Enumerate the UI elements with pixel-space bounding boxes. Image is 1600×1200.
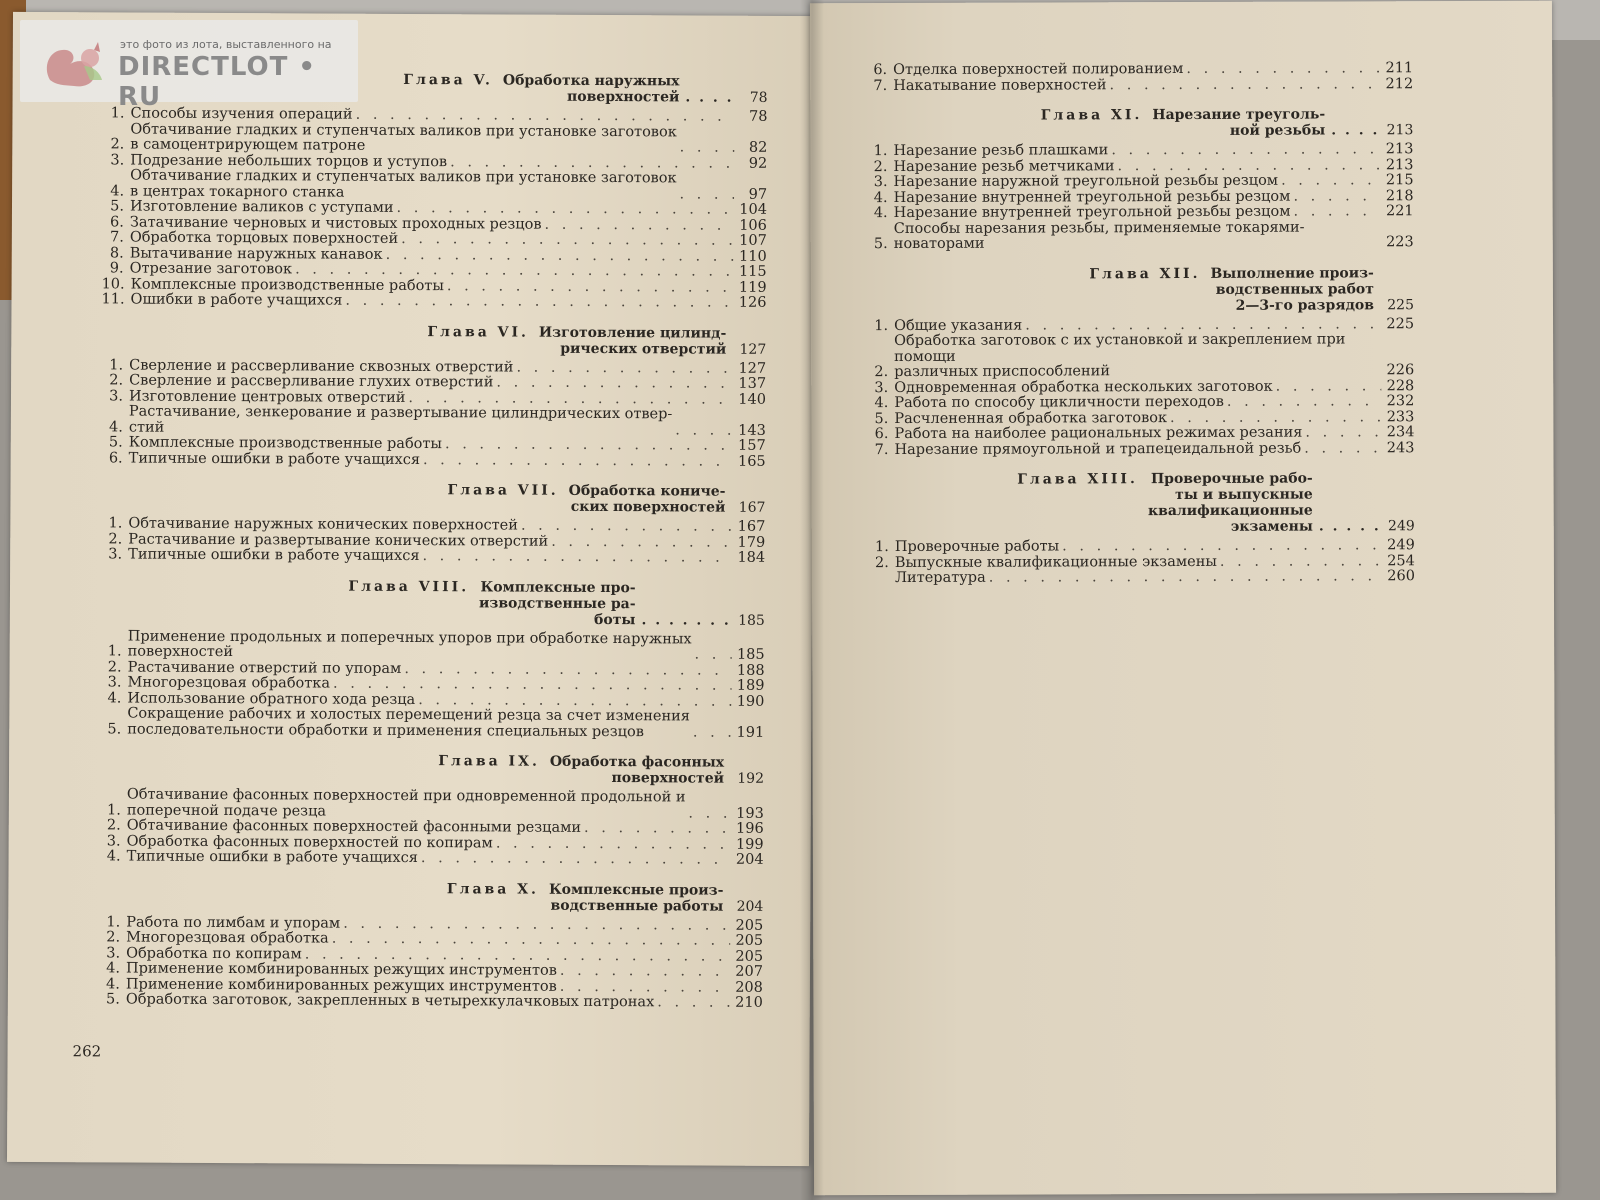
toc-entry-title: Нарезание наружной треугольной резьбы резцом xyxy=(893,172,1279,191)
watermark xyxy=(20,20,358,112)
toc-entry-title: Использование обратного хода резца xyxy=(127,690,416,708)
toc-entry xyxy=(100,547,765,566)
toc-entry-page: 233 xyxy=(1386,408,1415,425)
toc-leader-dots xyxy=(688,806,730,822)
toc-leader-dots xyxy=(386,247,734,264)
toc-leader-dots xyxy=(1111,142,1380,158)
toc-entry-page: 223 xyxy=(1386,234,1414,251)
toc-entry-number: 4. xyxy=(106,975,120,992)
toc-entry-page: 260 xyxy=(1387,568,1415,585)
toc-entry-title: Подрезание небольших торцов и уступов xyxy=(130,152,448,170)
toc-entry-page: 208 xyxy=(735,979,763,996)
chapter-leader-dots: . . . . xyxy=(1331,122,1380,139)
toc-entry-page: 115 xyxy=(738,263,767,280)
toc-entry-number: 2. xyxy=(873,158,888,175)
toc-entry-title: Отрезание заготовок xyxy=(129,260,293,278)
chapter-label: Глава VI. xyxy=(427,323,529,341)
toc-entry-number: 9. xyxy=(109,260,124,277)
toc-entry-title: Растачивание и развертывание конических отверстий xyxy=(128,531,549,550)
chapter-heading xyxy=(101,322,766,357)
toc-entry-page: 225 xyxy=(1386,315,1415,332)
chapter-label: Глава XI. xyxy=(1040,107,1143,124)
chapter-heading xyxy=(865,106,1413,140)
chapter-label: Глава XII. xyxy=(1089,265,1201,282)
toc-entry-page: 218 xyxy=(1385,187,1414,204)
toc-entry-number: 8. xyxy=(109,244,124,261)
toc-entry-number: 1. xyxy=(109,356,124,373)
right-toc xyxy=(865,61,1415,586)
chapter-leader-dots: . . . . . . . xyxy=(641,611,731,629)
toc-entry-page: 204 xyxy=(735,851,764,868)
toc-entry xyxy=(102,122,767,156)
toc-entry-page: 213 xyxy=(1385,156,1414,173)
toc-entry xyxy=(865,77,1413,94)
chapter-heading xyxy=(98,879,763,914)
toc-entry-page: 228 xyxy=(1386,377,1415,394)
toc-entry-title: Обтачивание гладких и ступенчатых валиков при установке заготовок в центрах токарного станка xyxy=(130,167,677,201)
toc-entry-page: 78 xyxy=(748,108,768,125)
toc-entry-title: Способы нарезания резьбы, применяемые токарями-новаторами xyxy=(893,219,1305,253)
toc-entry-page: 210 xyxy=(735,994,763,1011)
toc-entry-number: 2. xyxy=(110,136,125,153)
chapter-title: Комплексные произ- водственные работы xyxy=(548,881,724,915)
chapter-label: Глава VIII. xyxy=(348,578,470,595)
toc-leader-dots xyxy=(1170,410,1381,426)
toc-entry-page: 143 xyxy=(738,422,766,439)
toc-entry-number: 1. xyxy=(107,643,122,660)
toc-leader-dots xyxy=(423,453,733,470)
toc-leader-dots xyxy=(675,423,733,439)
toc-entry-title: Обработка по копирам xyxy=(126,945,302,962)
toc-entry-page: 104 xyxy=(739,201,768,218)
toc-entry-page: 199 xyxy=(735,836,764,853)
chapter-page: 127 xyxy=(739,341,767,358)
chapter-leader-dots: . . . . . xyxy=(1318,518,1381,535)
toc-leader-dots xyxy=(1293,189,1380,205)
toc-entry-page: 106 xyxy=(739,217,767,234)
toc-entry-title: Типичные ошибки в работе учащихся xyxy=(126,848,418,867)
toc-entry-number: 5. xyxy=(874,410,889,427)
toc-entry-number: 1. xyxy=(110,105,125,122)
toc-entry-title: Обтачивание наружных конических поверхностей xyxy=(128,515,519,534)
toc-entry-number: 5. xyxy=(108,434,123,451)
toc-entry xyxy=(100,629,765,663)
toc-entry-page: 157 xyxy=(738,437,766,454)
right-page xyxy=(810,1,1556,1196)
toc-entry-number: 3. xyxy=(110,151,125,168)
left-toc xyxy=(98,56,768,1011)
watermark-caption: это фото из лота, выставленного на xyxy=(120,38,332,51)
chapter-title: Выполнение произ- водственных работ 2—3-го разрядов xyxy=(1210,264,1375,314)
toc-entry-page: 249 xyxy=(1387,537,1415,554)
left-page xyxy=(7,12,815,1166)
toc-entry-number: 4. xyxy=(107,689,122,706)
toc-entry-title: Общие указания xyxy=(894,317,1023,334)
chapter-heading xyxy=(100,577,765,628)
toc-leader-dots xyxy=(680,140,735,156)
toc-entry-page: 196 xyxy=(736,820,764,837)
toc-entry-number: 1. xyxy=(108,515,123,532)
chapter-page: 185 xyxy=(738,612,765,629)
toc-leader-dots xyxy=(1281,173,1381,189)
toc-entry-page: 119 xyxy=(738,279,767,296)
toc-entry-number: 4. xyxy=(106,960,121,977)
toc-entry-number: 2. xyxy=(875,554,889,571)
toc-leader-dots xyxy=(657,995,730,1011)
toc-entry-title: Обработка фасонных поверхностей по копирам xyxy=(126,833,493,851)
toc-entry-page: 97 xyxy=(748,186,768,203)
toc-entry-page: 232 xyxy=(1386,393,1415,410)
chapter-page: 225 xyxy=(1387,296,1415,313)
toc-entry-page: 140 xyxy=(738,391,767,408)
toc-entry-title: Применение продольных и поперечных упоров при обработке наружных поверхностей xyxy=(127,628,692,661)
toc-leader-dots xyxy=(445,437,733,454)
toc-entry-title: Сверление и рассверливание глухих отверстий xyxy=(129,372,494,391)
toc-entry xyxy=(866,332,1414,380)
toc-entry-title: Обработка торцовых поверхностей xyxy=(129,229,399,247)
book-spine-shadow xyxy=(800,0,824,1200)
toc-entry-page: 190 xyxy=(736,693,765,710)
chapter-heading xyxy=(100,480,765,515)
toc-leader-dots xyxy=(560,964,730,980)
toc-entry xyxy=(867,569,1415,586)
toc-entry-title: Нарезание резьб плашками xyxy=(893,142,1109,160)
toc-entry-number: 4. xyxy=(873,205,888,222)
toc-entry-title: Растачивание, зенкерование и развертывание цилиндрических отвер- стий xyxy=(128,403,673,436)
toc-entry-title: Обработка заготовок, закрепленных в четырехкулачковых патронах xyxy=(125,991,655,1011)
toc-entry-title: Накатывание поверхностей xyxy=(893,76,1107,94)
toc-leader-dots xyxy=(551,534,732,550)
toc-leader-dots xyxy=(1304,441,1381,457)
toc-entry-number: 1. xyxy=(106,913,121,930)
toc-entry xyxy=(101,451,766,470)
toc-entry-number: 5. xyxy=(873,236,888,253)
toc-entry-page: 243 xyxy=(1386,439,1415,456)
toc-leader-dots xyxy=(404,661,731,678)
toc-entry-page: 110 xyxy=(739,248,767,265)
toc-entry-page: 107 xyxy=(739,232,767,249)
chapter-title: Изготовление цилинд- рических отверстий xyxy=(538,324,727,358)
toc-entry-title: Отделка поверхностей полированием xyxy=(893,60,1184,79)
toc-entry-number: 2. xyxy=(109,372,124,389)
chapter-label: Глава XIII. xyxy=(1017,471,1138,488)
toc-entry-title: Применение комбинированных режущих инструментов xyxy=(125,976,557,995)
toc-entry-page: 215 xyxy=(1385,172,1414,189)
toc-entry-number: 1. xyxy=(874,317,889,334)
toc-leader-dots xyxy=(584,821,731,837)
toc-entry xyxy=(101,292,766,311)
toc-entry-number: 4. xyxy=(108,418,123,435)
toc-entry-title: Ошибки в работе учащихся xyxy=(130,291,343,309)
toc-entry-title: Изготовление валиков с уступами xyxy=(129,198,394,216)
toc-entry-title: Работа по способу цикличности переходов xyxy=(894,393,1224,412)
toc-entry-title: Многорезцовая обработка xyxy=(127,674,331,692)
toc-entry-number: 5. xyxy=(105,991,120,1008)
toc-entry-number: 2. xyxy=(874,364,889,381)
toc-leader-dots xyxy=(1220,554,1382,570)
toc-entry-title: Способы изучения операций xyxy=(130,105,353,123)
toc-entry xyxy=(866,220,1414,253)
chapter-page: 213 xyxy=(1386,122,1414,139)
chapter-heading xyxy=(99,751,764,786)
toc-entry-title: Применение комбинированных режущих инструментов xyxy=(125,960,557,979)
toc-leader-dots xyxy=(521,519,732,536)
toc-entry-title: Нарезание внутренней треугольной резьбы резцом xyxy=(893,188,1291,206)
chapter-title: Нарезание треуголь- ной резьбы xyxy=(1152,106,1326,139)
toc-entry-title: Обтачивание гладких и ступенчатых валиков при установке заготовок в самоцентрирующем патроне xyxy=(130,121,677,154)
toc-entry-page: 213 xyxy=(1385,141,1414,158)
toc-entry-page: 254 xyxy=(1387,552,1415,569)
toc-entry xyxy=(99,849,764,868)
toc-entry-title: Выпускные квалификационные экзамены xyxy=(894,553,1217,571)
toc-entry-page: 127 xyxy=(738,360,767,377)
toc-entry-number: 6. xyxy=(108,449,123,466)
toc-entry-title: Нарезание прямоугольной и трапецеидальной резьб xyxy=(894,440,1302,458)
toc-leader-dots xyxy=(447,279,734,296)
chapter-label: Глава V. xyxy=(403,71,493,89)
toc-entry-number: 10. xyxy=(101,275,125,292)
toc-entry-page: 126 xyxy=(738,294,767,311)
toc-entry-number: 3. xyxy=(109,387,124,404)
toc-entry-number: 1. xyxy=(106,801,121,818)
toc-entry-page: 193 xyxy=(736,805,764,822)
toc-entry-page: 205 xyxy=(735,948,764,965)
toc-entry xyxy=(102,168,767,202)
toc-leader-dots xyxy=(1117,158,1380,174)
toc-entry-page: 188 xyxy=(736,662,765,679)
toc-entry-number: 6. xyxy=(110,213,124,230)
toc-entry-page: 185 xyxy=(736,646,765,663)
chapter-label: Глава X. xyxy=(446,880,540,898)
chapter-title: Обработка фасонных поверхностей xyxy=(549,753,725,787)
page-number: 262 xyxy=(72,1042,102,1061)
chapter-leader-dots: . . . . xyxy=(685,89,734,106)
toc-entry-number: 6. xyxy=(874,426,889,443)
toc-entry-number: 2. xyxy=(106,817,121,834)
toc-entry-number: 2. xyxy=(106,929,121,946)
toc-entry-number: 2. xyxy=(107,658,122,675)
toc-entry-title: Нарезание внутренней треугольной резьбы резцом xyxy=(893,203,1291,222)
toc-entry-number: 1. xyxy=(873,143,888,160)
toc-entry-title: Обработка заготовок с их установкой и закреплением при помощи различных приспособлений xyxy=(894,331,1346,381)
toc-leader-dots xyxy=(421,851,731,868)
toc-entry-title: Многорезцовая обработка xyxy=(126,929,329,947)
chapter-page: 167 xyxy=(738,499,766,516)
toc-entry-page: 191 xyxy=(736,724,765,741)
toc-entry-title: Вытачивание наружных канавок xyxy=(129,245,383,263)
toc-entry-title: Проверочные работы xyxy=(894,538,1060,556)
toc-entry xyxy=(99,706,764,740)
toc-entry xyxy=(866,441,1414,458)
squirrel-logo-icon xyxy=(40,36,110,92)
toc-entry-page: 137 xyxy=(738,375,767,392)
toc-entry-title: Типичные ошибки в работе учащихся xyxy=(128,546,420,565)
toc-entry-number: 7. xyxy=(109,229,124,246)
toc-entry-number: 11. xyxy=(101,291,125,308)
toc-entry-title: Комплексные производственные работы xyxy=(128,434,443,453)
toc-entry-title: Работа на наиболее рациональных режимах резания xyxy=(894,424,1303,443)
toc-leader-dots xyxy=(345,294,733,312)
chapter-title: Обработка кониче- ских поверхностей xyxy=(568,482,726,516)
toc-entry-title: Комплексные производственные работы xyxy=(130,276,444,294)
toc-entry xyxy=(99,787,764,821)
toc-entry-title: Типичные ошибки в работе учащихся xyxy=(128,450,421,468)
toc-leader-dots xyxy=(1305,425,1381,441)
toc-leader-dots xyxy=(496,836,731,853)
toc-entry-title: Обтачивание фасонных поверхностей при одновременной продольной и поперечной подаче резца xyxy=(126,786,686,820)
toc-entry-title: Обтачивание фасонных поверхностей фасонными резцами xyxy=(126,817,582,836)
chapter-title: Проверочные рабо- ты и выпускные квалификационные экзамены xyxy=(1147,470,1313,535)
toc-entry-page: 221 xyxy=(1385,203,1414,220)
toc-entry-title: Нарезание резьб метчиками xyxy=(893,157,1115,175)
toc-leader-dots xyxy=(401,232,734,249)
toc-entry-page: 234 xyxy=(1386,424,1415,441)
toc-entry-number: 7. xyxy=(873,77,888,94)
toc-leader-dots xyxy=(496,375,733,392)
toc-leader-dots xyxy=(695,647,732,663)
chapter-page: 204 xyxy=(736,898,764,915)
toc-entry-number: 3. xyxy=(106,832,121,849)
toc-leader-dots xyxy=(1227,394,1382,410)
toc-leader-dots xyxy=(1293,204,1380,220)
toc-entry-number: 1. xyxy=(874,539,889,556)
chapter-label: Глава IX. xyxy=(438,753,540,770)
toc-entry-number: 4. xyxy=(873,189,888,206)
chapter-page: 192 xyxy=(737,770,765,787)
toc-leader-dots xyxy=(1276,379,1382,395)
toc-leader-dots xyxy=(422,549,732,566)
toc-entry-title: Затачивание черновых и чистовых проходных резцов xyxy=(129,214,542,233)
chapter-title: Комплексные про- изводственные ра- боты xyxy=(478,578,636,628)
toc-entry-number: 4. xyxy=(874,395,889,412)
chapter-title: Обработка наружных поверхностей xyxy=(502,72,680,106)
toc-leader-dots xyxy=(679,187,734,203)
toc-entry-page: 167 xyxy=(737,518,766,535)
toc-entry-page: 92 xyxy=(748,155,768,172)
toc-entry-title: Растачивание отверстий по упорам xyxy=(127,659,402,677)
toc-entry-number: 3. xyxy=(873,174,888,191)
chapter-page: 78 xyxy=(749,89,768,106)
toc-entry-page: 205 xyxy=(735,917,764,934)
chapter-label: Глава VII. xyxy=(447,482,559,499)
toc-leader-dots xyxy=(1062,538,1382,555)
toc-entry-page: 179 xyxy=(737,534,766,551)
toc-entry-number: 4. xyxy=(110,182,125,199)
toc-entry-page: 207 xyxy=(735,963,764,980)
toc-entry xyxy=(101,404,766,438)
toc-entry-title: Одновременная обработка нескольких заготовок xyxy=(894,378,1273,396)
toc-entry-page: 82 xyxy=(748,139,768,156)
toc-entry-title: Сверление и рассверливание сквозных отверстий xyxy=(129,357,514,376)
toc-leader-dots xyxy=(1186,61,1380,77)
toc-entry-number: 3. xyxy=(874,379,889,396)
toc-entry-title: Изготовление центровых отверстий xyxy=(128,388,406,406)
toc-entry-page: 205 xyxy=(735,932,764,949)
toc-leader-dots xyxy=(693,725,731,741)
toc-leader-dots xyxy=(989,569,1382,586)
toc-leader-dots xyxy=(516,360,733,377)
toc-entry-title: Сокращение рабочих и холостых перемещений резца за счет изменения последовательности обработки и применения специальных резцов xyxy=(127,705,691,740)
chapter-heading xyxy=(867,470,1415,536)
toc-entry-number: 3. xyxy=(108,546,123,563)
toc-entry xyxy=(98,992,763,1011)
toc-entry-number: 7. xyxy=(874,441,889,458)
right-top-items xyxy=(865,61,1413,94)
toc-entry-number: 6. xyxy=(873,62,888,79)
toc-entry-page: 184 xyxy=(737,549,766,566)
toc-entry-number: 5. xyxy=(107,720,122,737)
toc-entry-page: 165 xyxy=(737,453,766,470)
toc-entry-number: 3. xyxy=(106,944,121,961)
toc-entry-page: 211 xyxy=(1385,60,1414,77)
toc-leader-dots xyxy=(1109,77,1380,93)
toc-entry-page: 226 xyxy=(1386,362,1415,379)
toc-entry-page: 189 xyxy=(736,677,765,694)
toc-entry-number: 2. xyxy=(108,530,123,547)
watermark-brand: DIRECTLOT • RU xyxy=(118,52,317,112)
toc-entry-title: Расчлененная обработка заготовок xyxy=(894,409,1168,427)
toc-entry-page: 212 xyxy=(1385,75,1414,92)
chapter-heading xyxy=(866,265,1414,315)
toc-entry-number: 4. xyxy=(106,848,121,865)
chapter-page: 249 xyxy=(1387,518,1415,535)
toc-entry-number: 3. xyxy=(107,674,122,691)
toc-entry-number: 5. xyxy=(110,198,125,215)
toc-entry-title: Работа по лимбам и упорам xyxy=(126,914,341,932)
toc-entry-title: Литература xyxy=(894,569,986,587)
toc-leader-dots xyxy=(545,217,734,233)
